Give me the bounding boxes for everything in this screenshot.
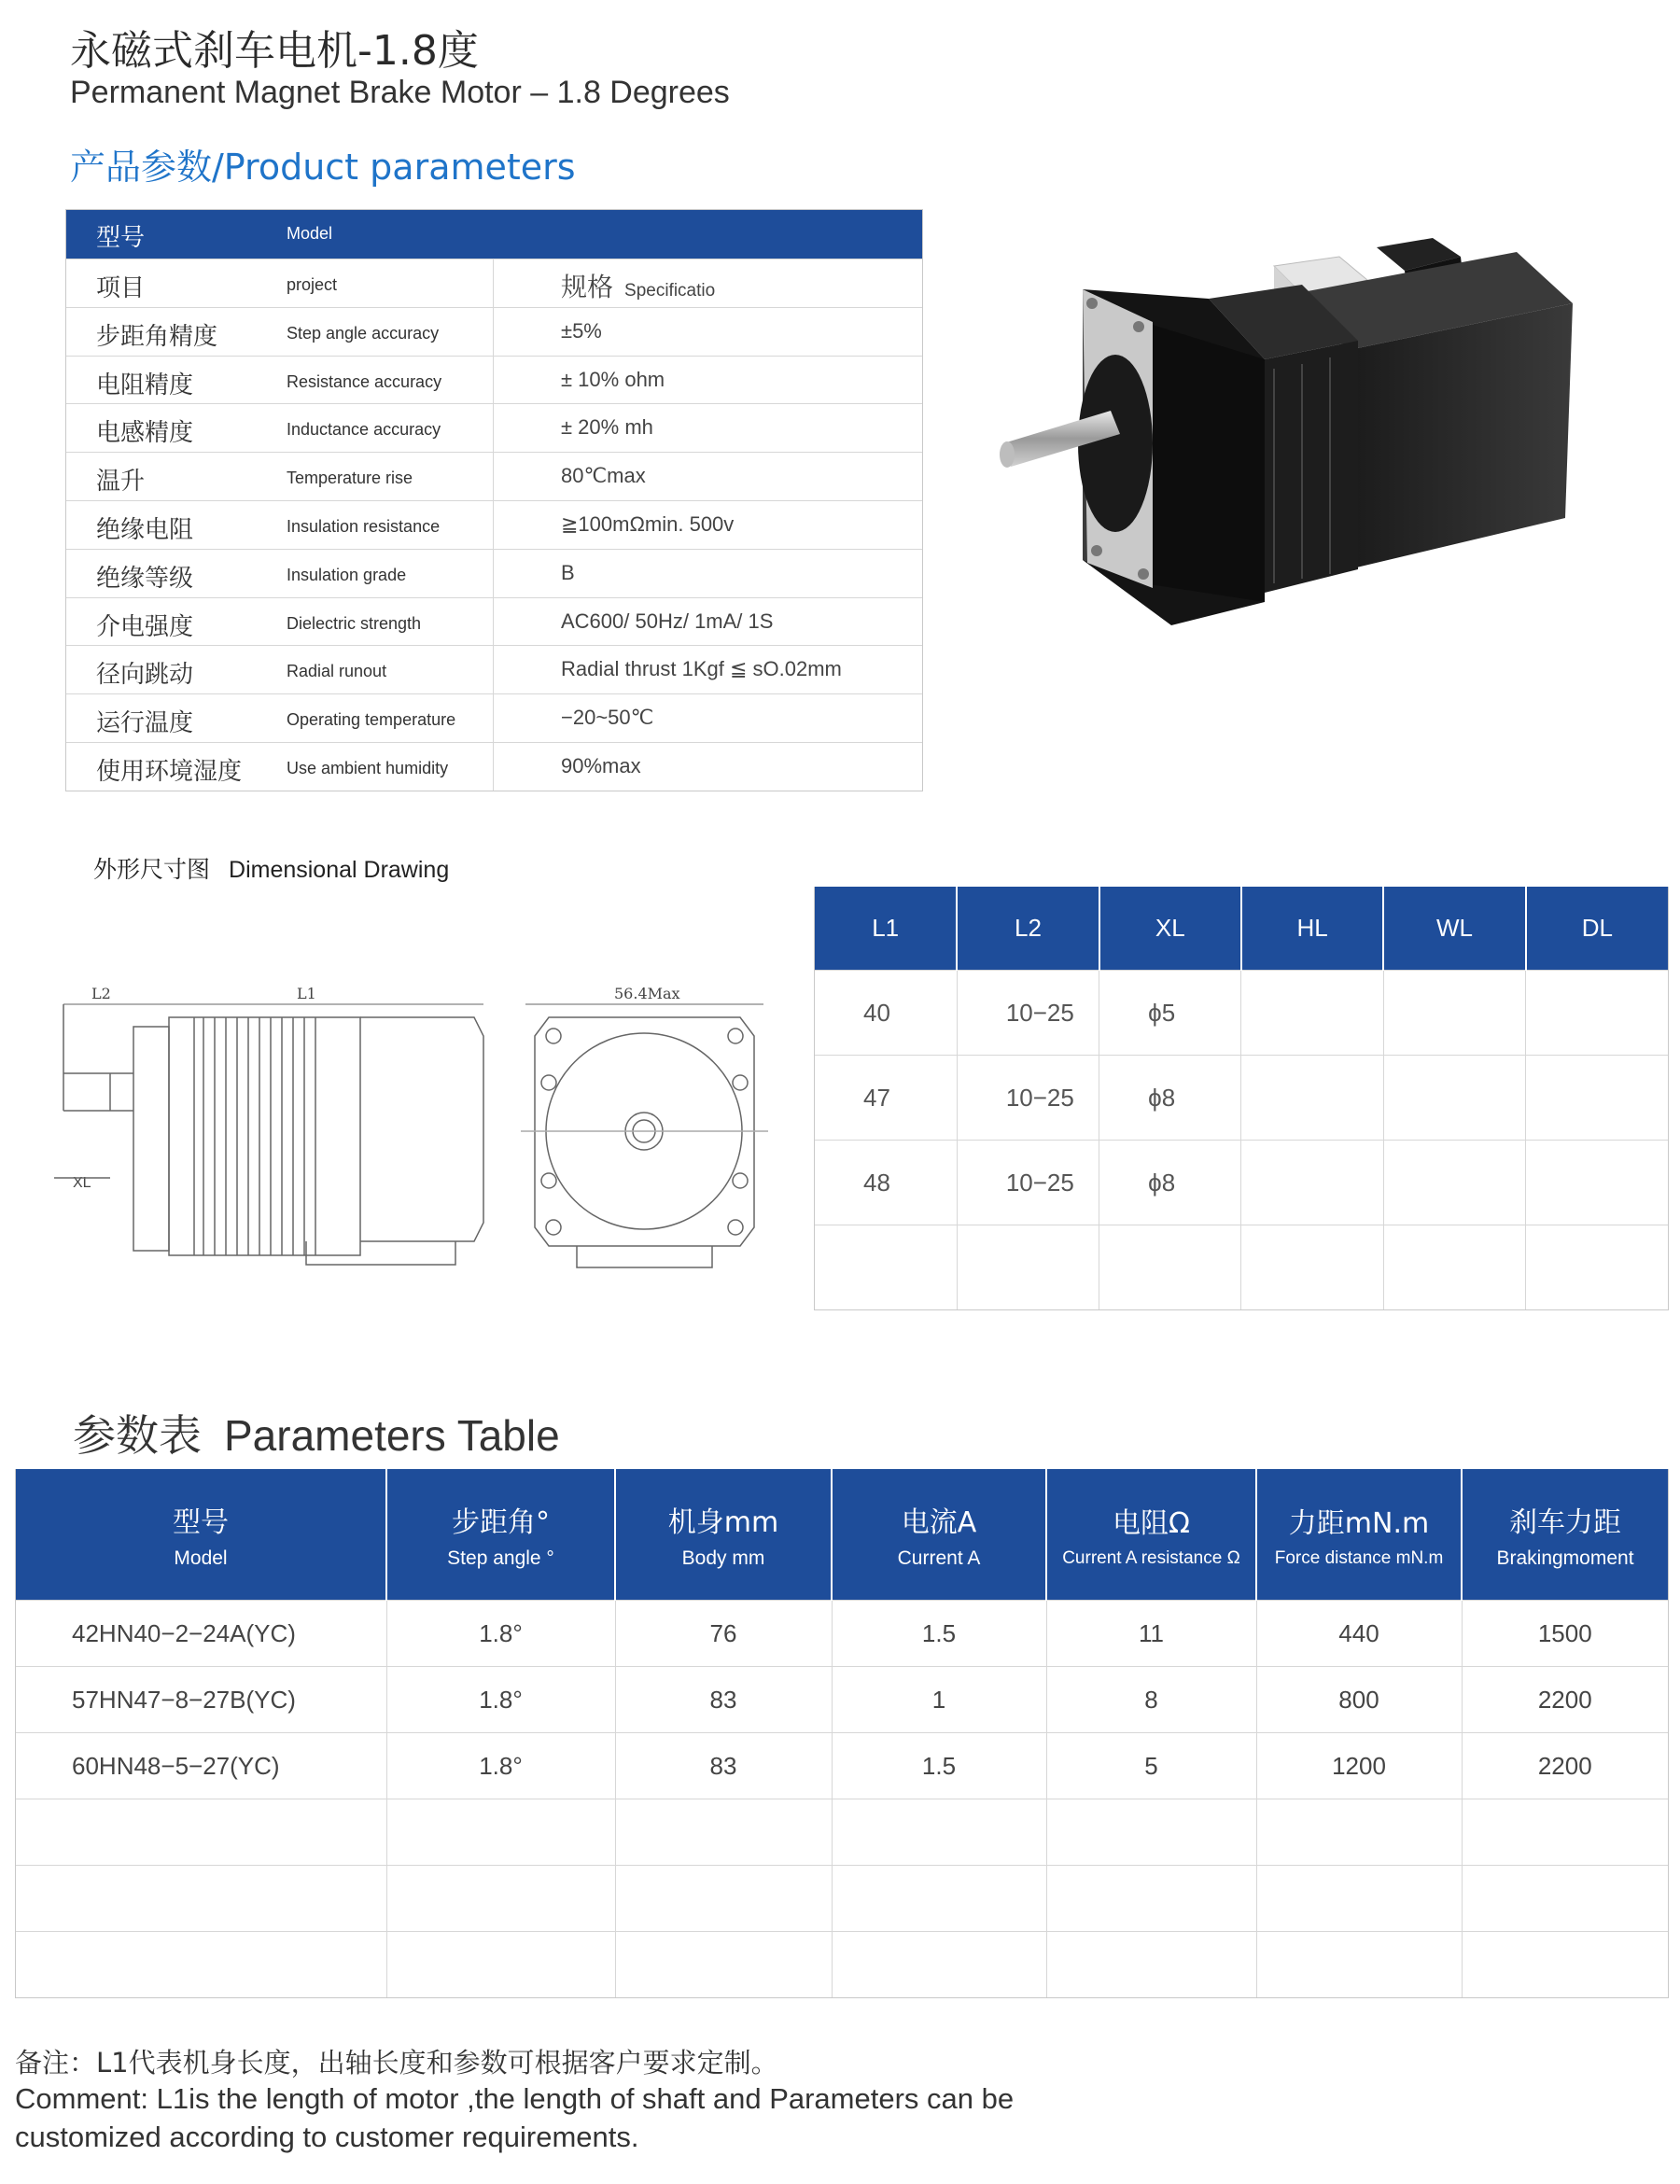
param-cell: 76	[615, 1601, 832, 1667]
dimension-table	[814, 887, 1669, 1310]
spec-label-en: Insulation resistance	[287, 516, 441, 536]
dimensional-title-cn: 外形尺寸图	[93, 856, 211, 883]
param-cell-model	[16, 1866, 386, 1932]
param-cell: 5	[1046, 1733, 1256, 1799]
dim-cell: 10−25	[957, 971, 1099, 1056]
dimension-row	[815, 1225, 1668, 1310]
param-cell	[615, 1799, 832, 1866]
dim-cell: 47	[815, 1056, 957, 1141]
dimension-row	[815, 971, 1668, 1056]
parameters-row	[16, 1667, 1668, 1733]
param-cell: 800	[1256, 1667, 1462, 1733]
spec-header-cn: 型号	[96, 224, 146, 252]
param-cell: 83	[615, 1733, 832, 1799]
spec-row	[66, 307, 922, 356]
section-heading-product-parameters: 产品参数/Product parameters	[70, 147, 576, 188]
param-cell	[386, 1932, 615, 1998]
parameters-title-cn: 参数表	[73, 1410, 202, 1461]
spec-row	[66, 742, 922, 791]
spec-row	[66, 356, 922, 404]
spec-label-cn: 电感精度	[96, 419, 194, 448]
dim-cell	[1383, 1056, 1525, 1141]
param-col-body: 机身mm Body mm	[615, 1469, 832, 1601]
param-cell: 2200	[1462, 1733, 1668, 1799]
drawing-label-l2: L2	[91, 985, 111, 1002]
dim-cell	[957, 1225, 1099, 1310]
param-cell	[615, 1866, 832, 1932]
param-cell	[1046, 1799, 1256, 1866]
dim-cell	[1383, 1225, 1525, 1310]
param-cell: 440	[1256, 1601, 1462, 1667]
dim-cell: 48	[815, 1141, 957, 1225]
dim-cell	[1241, 1056, 1383, 1141]
parameters-row	[16, 1733, 1668, 1799]
dim-cell	[815, 1225, 957, 1310]
param-cell: 1.5	[832, 1733, 1046, 1799]
param-col-torque: 力距mN.m Force distance mN.m	[1256, 1469, 1462, 1601]
spec-row	[66, 259, 922, 307]
spec-label-cn: 使用环境湿度	[96, 757, 243, 786]
spec-label-cn: 绝缘电阻	[96, 515, 194, 544]
dimensional-drawing-title	[93, 851, 449, 885]
param-col-resistance: 电阻Ω Current A resistance Ω	[1046, 1469, 1256, 1601]
param-cell	[832, 1799, 1046, 1866]
spec-header-en: Model	[287, 224, 333, 243]
param-col-current: 电流A Current A	[832, 1469, 1046, 1601]
dim-col-l2: L2	[957, 887, 1099, 971]
param-cell: 1500	[1462, 1601, 1668, 1667]
spec-row	[66, 452, 922, 500]
spec-row	[66, 597, 922, 646]
spec-label-en: Radial runout	[287, 662, 387, 681]
dim-col-hl: HL	[1241, 887, 1383, 971]
spec-label-cn: 项目	[96, 274, 146, 302]
dimension-table-header	[815, 887, 1668, 971]
comment-cn: 备注：L1代表机身长度，出轴长度和参数可根据客户要求定制。	[15, 2047, 778, 2079]
spec-value: AC600/ 50Hz/ 1mA/ 1S	[561, 609, 774, 633]
dim-col-dl: DL	[1526, 887, 1668, 971]
spec-value: ±5%	[561, 318, 602, 343]
spec-label-en: Use ambient humidity	[287, 758, 449, 777]
dim-cell	[1526, 1225, 1668, 1310]
dim-col-l1: L1	[815, 887, 957, 971]
param-cell-model: 57HN47−8−27B(YC)	[16, 1667, 386, 1733]
param-cell	[832, 1866, 1046, 1932]
dim-cell	[1383, 1141, 1525, 1225]
dim-cell: 10−25	[957, 1056, 1099, 1141]
dim-cell	[1099, 1225, 1241, 1310]
parameters-table-title	[73, 1402, 560, 1463]
param-cell: 2200	[1462, 1667, 1668, 1733]
dimensional-drawing	[54, 971, 782, 1279]
spec-value: Radial thrust 1Kgf ≦ sO.02mm	[561, 657, 842, 681]
param-cell	[1462, 1799, 1668, 1866]
spec-value: −20~50℃	[561, 706, 654, 730]
spec-row	[66, 693, 922, 742]
dim-col-wl: WL	[1383, 887, 1525, 971]
parameters-row	[16, 1932, 1668, 1998]
spec-row	[66, 645, 922, 693]
dim-cell	[1383, 971, 1525, 1056]
spec-value: B	[561, 560, 575, 584]
dim-cell: 40	[815, 971, 957, 1056]
dimension-row	[815, 1141, 1668, 1225]
dimensional-title-en: Dimensional Drawing	[229, 857, 450, 883]
dim-cell	[1526, 1141, 1668, 1225]
spec-value: 90%max	[561, 753, 641, 777]
param-col-braking: 刹车力距 Brakingmoment	[1462, 1469, 1668, 1601]
param-cell: 1.8°	[386, 1667, 615, 1733]
dim-cell	[1241, 1225, 1383, 1310]
dim-cell	[1526, 971, 1668, 1056]
param-cell: 11	[1046, 1601, 1256, 1667]
parameters-row	[16, 1866, 1668, 1932]
dimension-row	[815, 1056, 1668, 1141]
param-col-step-angle: 步距角° Step angle °	[386, 1469, 615, 1601]
spec-label-en: project	[287, 275, 338, 294]
parameters-title-en: Parameters Table	[224, 1411, 560, 1460]
spec-row	[66, 403, 922, 452]
spec-value: ≧100mΩmin. 500v	[561, 511, 735, 536]
param-cell	[1462, 1932, 1668, 1998]
motor-product-image	[994, 210, 1591, 695]
drawing-label-xl: XL	[73, 1175, 91, 1191]
dim-cell	[1241, 1141, 1383, 1225]
param-cell: 1.5	[832, 1601, 1046, 1667]
spec-label-cn: 径向跳动	[96, 661, 194, 690]
param-cell	[1462, 1866, 1668, 1932]
spec-label-cn: 运行温度	[96, 709, 194, 738]
parameters-row	[16, 1799, 1668, 1866]
spec-value	[561, 267, 715, 304]
spec-label-cn: 绝缘等级	[96, 564, 194, 593]
page-title-en: Permanent Magnet Brake Motor – 1.8 Degrees	[70, 75, 730, 110]
spec-row	[66, 549, 922, 597]
spec-value-cn: 规格	[561, 272, 614, 302]
param-cell: 1200	[1256, 1733, 1462, 1799]
param-cell: 1	[832, 1667, 1046, 1733]
dim-cell	[1526, 1056, 1668, 1141]
comment-en: Comment: L1is the length of motor ,the length of shaft and Parameters can be customized according to customer requirements.	[15, 2082, 1015, 2153]
dim-col-xl: XL	[1099, 887, 1241, 971]
param-cell	[1256, 1866, 1462, 1932]
spec-label-cn: 步距角精度	[96, 322, 218, 351]
spec-label-en: Dielectric strength	[287, 613, 422, 633]
param-cell: 83	[615, 1667, 832, 1733]
param-cell-model	[16, 1932, 386, 1998]
parameters-row	[16, 1601, 1668, 1667]
dim-cell: ϕ8	[1099, 1056, 1241, 1141]
spec-label-en: Resistance accuracy	[287, 371, 442, 391]
spec-table	[65, 209, 923, 791]
page-title-cn: 永磁式刹车电机-1.8度	[70, 27, 479, 75]
param-cell-model	[16, 1799, 386, 1866]
spec-label-cn: 介电强度	[96, 612, 194, 641]
dim-cell: ϕ5	[1099, 971, 1241, 1056]
param-cell	[615, 1932, 832, 1998]
parameters-table	[15, 1469, 1669, 1998]
param-cell: 8	[1046, 1667, 1256, 1733]
drawing-label-max: 56.4Max	[614, 985, 680, 1002]
dim-cell	[1241, 971, 1383, 1056]
param-cell	[386, 1799, 615, 1866]
spec-label-cn: 电阻精度	[96, 371, 194, 399]
spec-label-en: Operating temperature	[287, 710, 456, 730]
dim-cell: 10−25	[957, 1141, 1099, 1225]
spec-label-en: Step angle accuracy	[287, 323, 440, 343]
param-cell	[1046, 1932, 1256, 1998]
spec-label-en: Insulation grade	[287, 565, 407, 584]
param-cell: 1.8°	[386, 1601, 615, 1667]
param-cell-model: 60HN48−5−27(YC)	[16, 1733, 386, 1799]
param-cell	[386, 1866, 615, 1932]
drawing-label-l1: L1	[297, 985, 316, 1002]
param-cell	[832, 1932, 1046, 1998]
param-cell: 1.8°	[386, 1733, 615, 1799]
param-cell	[1256, 1799, 1462, 1866]
spec-row	[66, 500, 922, 549]
parameters-table-header	[16, 1469, 1668, 1601]
dim-cell: ϕ8	[1099, 1141, 1241, 1225]
spec-value: ± 10% ohm	[561, 367, 665, 391]
param-cell-model: 42HN40−2−24A(YC)	[16, 1601, 386, 1667]
param-col-model: 型号 Model	[16, 1469, 386, 1601]
spec-value-en: Specificatio	[624, 281, 716, 301]
spec-label-en: Inductance accuracy	[287, 420, 441, 440]
spec-label-en: Temperature rise	[287, 469, 413, 488]
spec-value: ± 20% mh	[561, 415, 653, 440]
spec-value: 80℃max	[561, 464, 646, 488]
spec-label-cn: 温升	[96, 468, 146, 497]
param-cell	[1256, 1932, 1462, 1998]
spec-table-header	[66, 210, 922, 259]
param-cell	[1046, 1866, 1256, 1932]
